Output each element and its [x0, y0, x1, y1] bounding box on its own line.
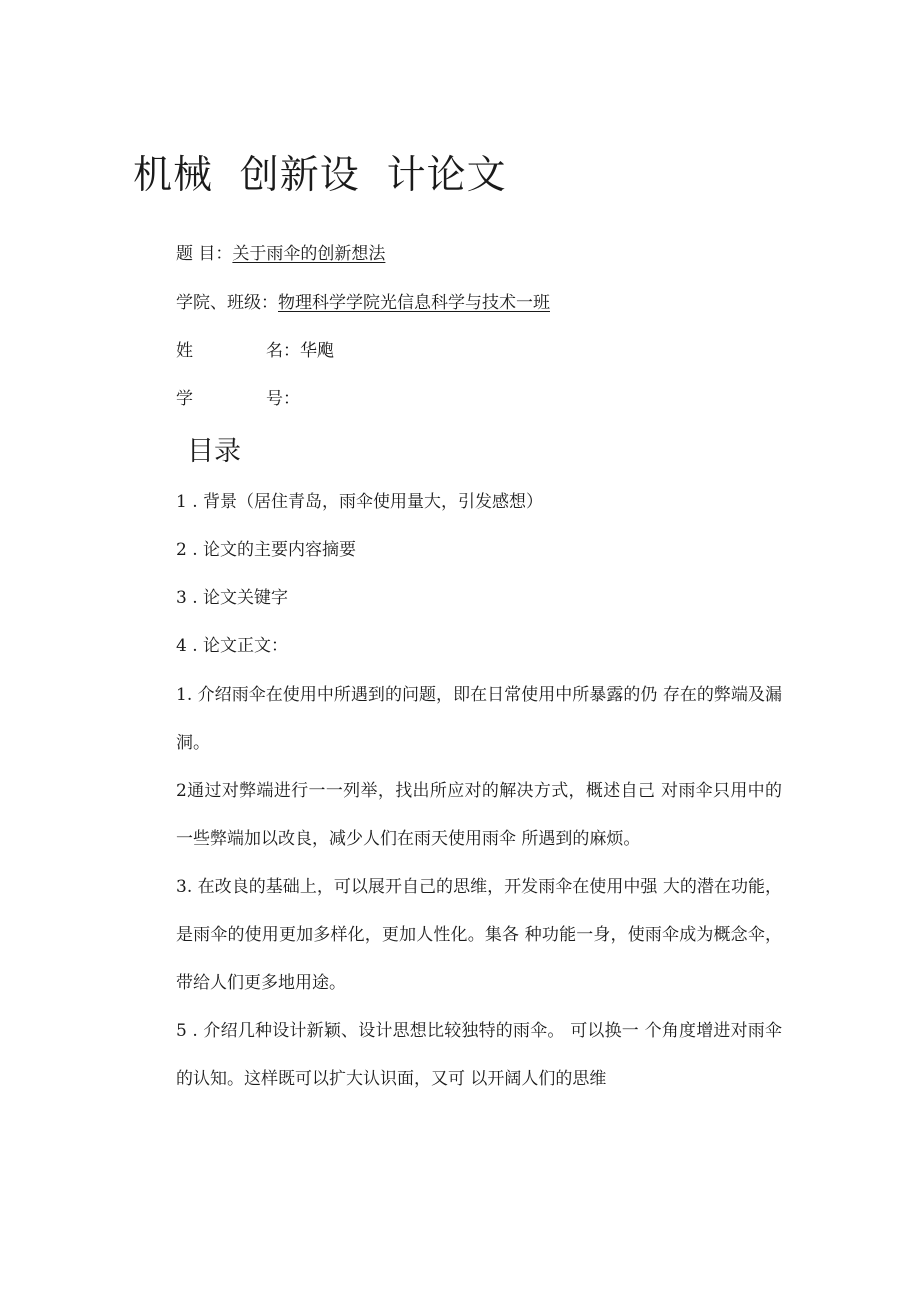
topic-value: 关于雨伞的创新想法 — [232, 244, 386, 264]
body-paragraph: 5 . 介绍几种设计新颖、设计思想比较独特的雨伞。 可以换一 个角度增进对雨伞的认知。这样既可以扩大认识面，又可 以开阔人们的思维 — [176, 1021, 782, 1089]
topic-row — [176, 242, 385, 266]
toc-item: 3 . 论文关键字 — [176, 588, 289, 608]
toc-item: 4 . 论文正文： — [176, 636, 289, 656]
body-paragraph: 1. 介绍雨伞在使用中所遇到的问题，即在日常使用中所暴露的仍 存在的弊端及漏洞。 — [176, 685, 782, 753]
name-row — [176, 339, 334, 363]
name-label-second: 名： — [266, 341, 300, 361]
toc-item: 2 . 论文的主要内容摘要 — [176, 540, 357, 560]
student-id-label-first: 学 — [176, 389, 193, 409]
toc-item: 1 . 背景（居住青岛，雨伞使用量大，引发感想） — [176, 492, 544, 512]
body-paragraph: 3. 在改良的基础上，可以展开自己的思维，开发雨伞在使用中强 大的潜在功能，是雨伞的使用更加多样化，更加人性化。集各 种功能一身，使雨伞成为概念伞，带给人们更多地用途。 — [176, 877, 782, 993]
student-id-row — [176, 387, 300, 411]
school-class-value: 物理科学学院光信息科学与技术一班 — [278, 293, 550, 313]
topic-label: 题 目： — [176, 244, 233, 264]
body-paragraph: 2通过对弊端进行一一列举，找出所应对的解决方式，概述自己 对雨伞只用中的一些弊端加以改良，减少人们在雨天使用雨伞 所遇到的麻烦。 — [176, 781, 782, 849]
toc-heading: 目录 — [187, 436, 241, 467]
student-id-label-second: 号： — [266, 389, 300, 409]
name-label-first: 姓 — [176, 341, 193, 361]
school-class-row — [176, 291, 550, 315]
name-value: 华飑 — [300, 341, 334, 361]
school-class-label: 学院、班级： — [176, 293, 278, 313]
document-title: 机械 创新设 计论文 — [133, 153, 507, 198]
